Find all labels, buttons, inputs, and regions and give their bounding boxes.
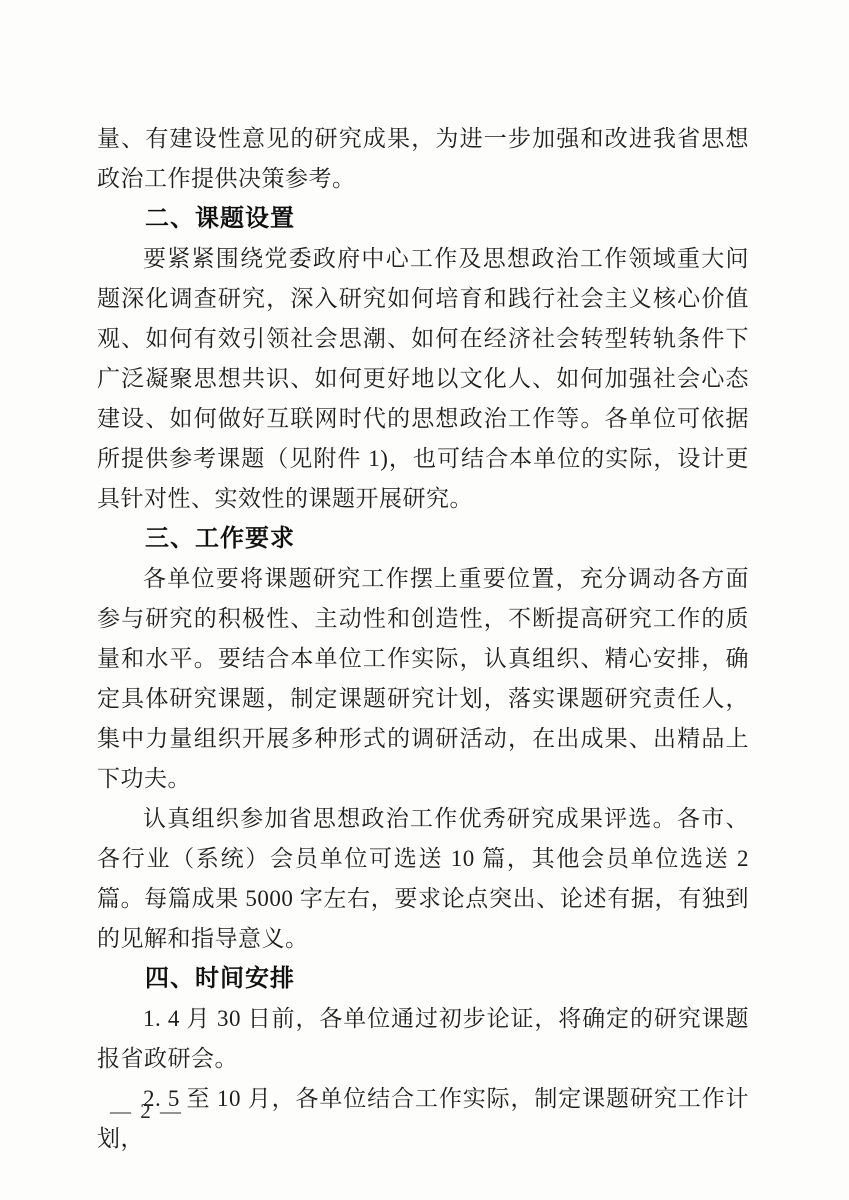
paragraph-schedule-item-1: 1. 4 月 30 日前，各单位通过初步论证，将确定的研究课题报省政研会。 bbox=[97, 1006, 749, 1071]
paragraph: 要紧紧围绕党委政府中心工作及思想政治工作领域重大问题深化调查研究，深入研究如何培育和践行社会主义核心价值观、如何有效引领社会思潮、如何在经济社会转型转轨条件下广泛凝聚思想共识、如何更好地以文化人、如何加强社会心态建设、如何做好互联网时代的思想政治工作等。各单位可依据所提供参考课题（见附件 1)，也可结合本单位的实际，设计更具针对性、实效性的课题开展研究。 bbox=[97, 246, 749, 511]
paragraph: 各单位要将课题研究工作摆上重要位置，充分调动各方面参与研究的积极性、主动性和创造性，不断提高研究工作的质量和水平。要结合本单位工作实际，认真组织、精心安排，确定具体研究课题，制定课题研究计划，落实课题研究责任人，集中力量组织开展多种形式的调研活动，在出成果、出精品上下功夫。 bbox=[97, 566, 749, 791]
paragraph-schedule-item-2: 2. 5 至 10 月，各单位结合工作实际，制定课题研究工作计划， bbox=[97, 1086, 749, 1151]
document-body bbox=[97, 119, 749, 1159]
page-number: — 2 — bbox=[110, 1099, 183, 1123]
section-heading-work-requirements: 三、工作要求 bbox=[145, 525, 295, 552]
paragraph-continued: 量、有建设性意见的研究成果，为进一步加强和改进我省思想政治工作提供决策参考。 bbox=[97, 126, 749, 191]
section-heading-time-schedule: 四、时间安排 bbox=[145, 965, 295, 992]
paragraph: 认真组织参加省思想政治工作优秀研究成果评选。各市、各行业（系统）会员单位可选送 10 篇，其他会员单位选送 2 篇。每篇成果 5000 字左右，要求论点突出、论述有据，有独到的见解和指导意义。 bbox=[97, 806, 749, 951]
section-heading-topic-setup: 二、课题设置 bbox=[145, 205, 295, 232]
